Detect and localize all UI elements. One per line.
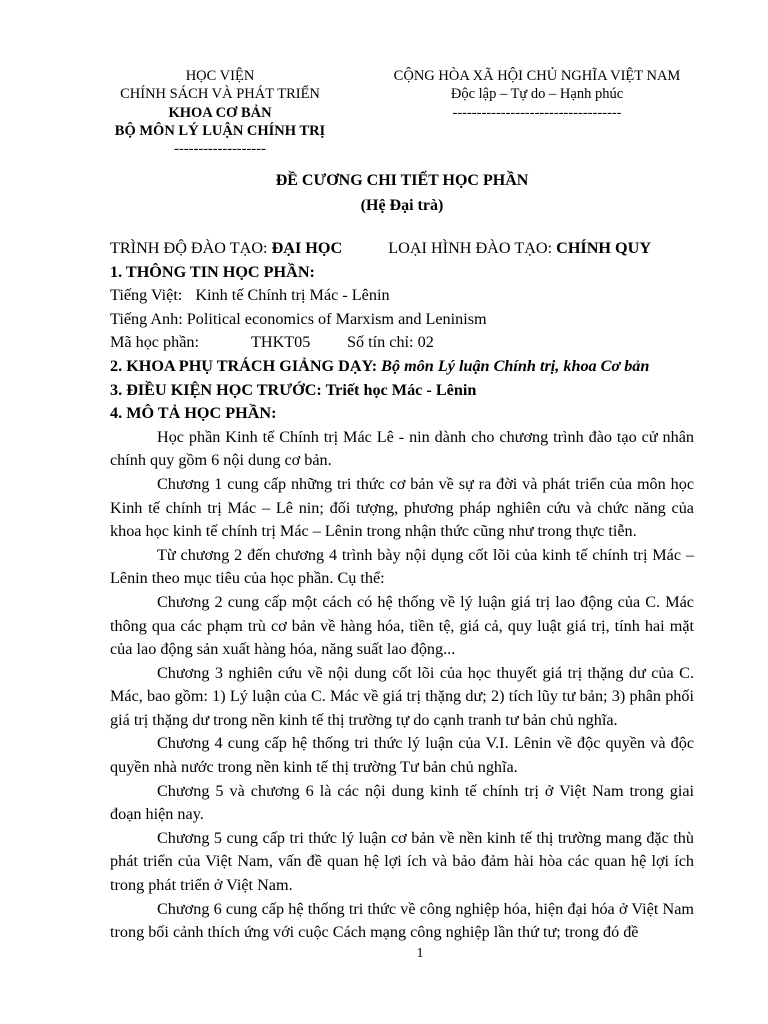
section2: [110, 355, 694, 379]
paragraph: Chương 1 cung cấp những tri thức cơ bản về sự ra đời và phát triển của môn học Kinh tế chính trị Mác – Lê nin; đối tượng, phương pháp nghiên cứu và chức năng của khoa học kinh tế chính trị Mác – Lênin trong nhận thức cũng như trong thực tiễn.: [110, 474, 694, 541]
training-level-label: TRÌNH ĐỘ ĐÀO TẠO:: [110, 239, 272, 257]
document-body: [110, 237, 694, 945]
training-type-label: LOẠI HÌNH ĐÀO TẠO:: [388, 239, 557, 257]
training-info-row: [110, 237, 694, 261]
paragraph: Học phần Kinh tế Chính trị Mác Lê - nin dành cho chương trình đào tạo cử nhân chính quy gồm 6 nội dung cơ bản.: [110, 427, 694, 470]
section4-heading: 4. MÔ TẢ HỌC PHẦN:: [110, 404, 277, 423]
paragraph: Chương 2 cung cấp một cách có hệ thống về lý luận giá trị lao động của C. Mác thông qua các phạm trù cơ bản về hàng hóa, tiền tệ, giá cả, quy luật giá trị, tính hai mặt của lao động sản xuất hàng hóa, năng suất lao động...: [110, 592, 694, 659]
header-institution: [98, 67, 342, 158]
paragraph: Chương 3 nghiên cứu về nội dung cốt lõi của học thuyết giá trị thặng dư của C. Mác, bao gồm: 1) Lý luận của C. Mác về giá trị thặng dư; 2) tích lũy tư bản; 3) phân phối giá trị thặng dư trong nền kinh tế thị trường tự do cạnh tranh tư bản chủ nghĩa.: [110, 663, 694, 729]
page-number: 1: [416, 946, 424, 961]
course-code-row: [110, 331, 694, 355]
training-type-value: CHÍNH QUY: [556, 239, 652, 257]
document-title: ĐỀ CƯƠNG CHI TIẾT HỌC PHẦN: [275, 172, 529, 189]
header-national: [374, 67, 700, 122]
vietnamese-name-value: Kinh tế Chính trị Mác - Lênin: [195, 286, 390, 305]
course-code-label: Mã học phần:: [110, 333, 200, 352]
section3: [110, 379, 694, 403]
national-title: CỘNG HÒA XÃ HỘI CHỦ NGHĨA VIỆT NAM: [393, 68, 681, 84]
english-name-value: Political economics of Marxism and Leninism: [186, 309, 487, 328]
section3-value: Triết học Mác - Lênin: [325, 380, 477, 399]
paragraph: Từ chương 2 đến chương 4 trình bày nội dụng cốt lõi của kinh tế chính trị Mác – Lênin theo mục tiêu của học phần. Cụ thể:: [110, 545, 694, 588]
department-name: BỘ MÔN LÝ LUẬN CHÍNH TRỊ: [114, 122, 326, 139]
vietnamese-name-label: Tiếng Việt:: [110, 286, 183, 305]
document-title-block: [110, 168, 694, 218]
national-motto: Độc lập – Tự do – Hạnh phúc: [450, 86, 624, 103]
paragraph: Chương 4 cung cấp hệ thống tri thức lý luận của V.I. Lênin về độc quyền và độc quyền nhà nước trong nền kinh tế thị trường Tư bản chủ nghĩa.: [110, 734, 694, 777]
paragraph: Chương 6 cung cấp hệ thống tri thức về công nghiệp hóa, hiện đại hóa ở Việt Nam trong bối cảnh thích ứng với cuộc Cách mạng công nghiệp lần thứ tư; trong đó đề: [110, 899, 694, 942]
paragraph: Chương 5 cung cấp tri thức lý luận cơ bản về nền kinh tế thị trường mang đặc thù phát triển của Việt Nam, vấn đề quan hệ lợi ích và bảo đảm hài hòa các quan hệ lợi ích trong phát triển ở Việt Nam.: [110, 828, 694, 895]
english-name-row: [110, 308, 694, 332]
institution-name-line2: CHÍNH SÁCH VÀ PHÁT TRIỂN: [120, 86, 320, 103]
header-right-rule: -----------------------------------: [452, 104, 622, 121]
english-name-label: Tiếng Anh:: [110, 309, 183, 328]
section1-heading: 1. THÔNG TIN HỌC PHẦN:: [110, 262, 315, 281]
institution-name-line1: HỌC VIỆN: [185, 68, 255, 84]
training-level-value: ĐẠI HỌC: [271, 239, 343, 257]
vietnamese-name-row: [110, 284, 694, 308]
header-left-rule: -------------------: [174, 141, 266, 158]
course-code-value: THKT05: [251, 333, 311, 352]
faculty-name: KHOA CƠ BẢN: [168, 104, 272, 121]
section3-label: 3. ĐIỀU KIỆN HỌC TRƯỚC:: [110, 380, 326, 399]
paragraph: Chương 5 và chương 6 là các nội dung kinh tế chính trị ở Việt Nam trong giai đoạn hiện nay.: [110, 781, 694, 824]
document-subtitle: (Hệ Đại trà): [360, 197, 444, 214]
section2-value: Bộ môn Lý luận Chính trị, khoa Cơ bản: [381, 356, 650, 375]
credits: Số tín chỉ: 02: [347, 333, 434, 352]
section2-label: 2. KHOA PHỤ TRÁCH GIẢNG DẠY:: [110, 356, 382, 375]
